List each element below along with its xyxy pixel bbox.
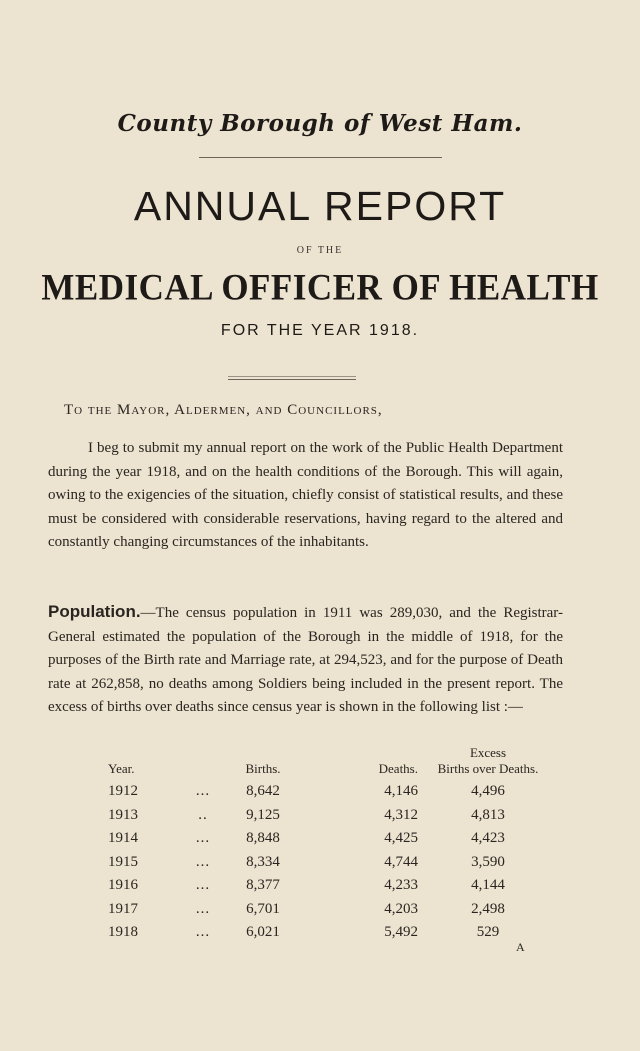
cell-excess: 4,496 — [471, 783, 505, 800]
cell-year: 1917 — [108, 900, 138, 917]
ornament-divider-left-2 — [228, 379, 306, 380]
table-row — [108, 780, 548, 804]
ornament-divider-right — [306, 376, 356, 377]
intro-paragraph: I beg to submit my annual report on the work of the Public Health Department during the year 1918, and on the health conditions of the Borough. This will again, owing to the exigencies of the situation, chiefly consist of statistical results, and these must be considered with considerable reservations, having regard to the altered and constantly changing circumstances of the inhabitants. — [48, 440, 563, 550]
cell-births: 9,125 — [246, 806, 280, 823]
cell-births: 6,021 — [246, 924, 280, 941]
cell-dots: ... — [195, 924, 211, 941]
signature-mark: A — [516, 940, 525, 954]
col-excess-header — [428, 745, 548, 780]
table-header-row — [108, 745, 548, 780]
table-row — [108, 921, 548, 945]
population-paragraph — [48, 600, 563, 720]
cell-deaths: 5,492 — [384, 924, 418, 941]
col-deaths-header: Deaths. — [378, 761, 418, 776]
col-births-header: Births. — [245, 761, 281, 776]
table-row — [108, 804, 548, 828]
cell-dots: ... — [195, 783, 211, 800]
cell-excess: 4,423 — [471, 830, 505, 847]
cell-births: 8,848 — [246, 830, 280, 847]
cell-excess: 4,144 — [471, 877, 505, 894]
ornament-divider-right-2 — [306, 379, 356, 380]
cell-excess: 529 — [476, 924, 500, 941]
report-year: FOR THE YEAR 1918. — [220, 322, 420, 339]
table-row — [108, 827, 548, 851]
cell-dots: ... — [195, 877, 211, 894]
births-deaths-table — [108, 745, 548, 945]
report-title: ANNUAL REPORT — [133, 183, 507, 229]
borough-heading: County Borough of West Ham. — [117, 110, 523, 137]
table-row — [108, 898, 548, 922]
cell-births: 8,377 — [246, 877, 280, 894]
cell-births: 6,701 — [246, 900, 280, 917]
excess-header-bottom: Births over Deaths. — [437, 761, 539, 776]
cell-dots: .. — [198, 806, 208, 823]
cell-dots: ... — [195, 853, 211, 870]
cell-year: 1912 — [108, 783, 138, 800]
excess-header-top: Excess — [469, 745, 507, 760]
cell-year: 1915 — [108, 853, 138, 870]
cell-year: 1913 — [108, 806, 138, 823]
col-year-header: Year. — [108, 761, 135, 776]
cell-year: 1916 — [108, 877, 138, 894]
cell-excess: 2,498 — [471, 900, 505, 917]
cell-births: 8,334 — [246, 853, 280, 870]
table-row — [108, 851, 548, 875]
header-divider — [199, 157, 442, 158]
cell-dots: ... — [195, 830, 211, 847]
cell-deaths: 4,744 — [384, 853, 418, 870]
cell-deaths: 4,146 — [384, 783, 418, 800]
salutation: To the Mayor, Aldermen, and Councillors, — [64, 402, 383, 418]
cell-excess: 3,590 — [471, 853, 505, 870]
cell-deaths: 4,425 — [384, 830, 418, 847]
report-subtitle: MEDICAL OFFICER OF HEALTH — [41, 267, 599, 308]
cell-year: 1918 — [108, 924, 138, 941]
table-row — [108, 874, 548, 898]
cell-excess: 4,813 — [471, 806, 505, 823]
population-text: —The census population in 1911 was 289,030, and the Registrar-General estimated the population of the Borough in the middle of 1918, for the purposes of the Birth rate and Marriage rate, at 294,523, and for the purpose of Death rate at 262,858, no deaths among Soldiers being included in the present report. The excess of births over deaths since census year is shown in the following list :— — [48, 605, 563, 715]
cell-deaths: 4,233 — [384, 877, 418, 894]
population-heading: Population. — [48, 602, 141, 621]
cell-year: 1914 — [108, 830, 138, 847]
cell-deaths: 4,203 — [384, 900, 418, 917]
cell-dots: ... — [195, 900, 211, 917]
cell-deaths: 4,312 — [384, 806, 418, 823]
cell-births: 8,642 — [246, 783, 280, 800]
of-the-label: OF THE — [296, 245, 344, 256]
ornament-divider-left — [228, 376, 306, 377]
